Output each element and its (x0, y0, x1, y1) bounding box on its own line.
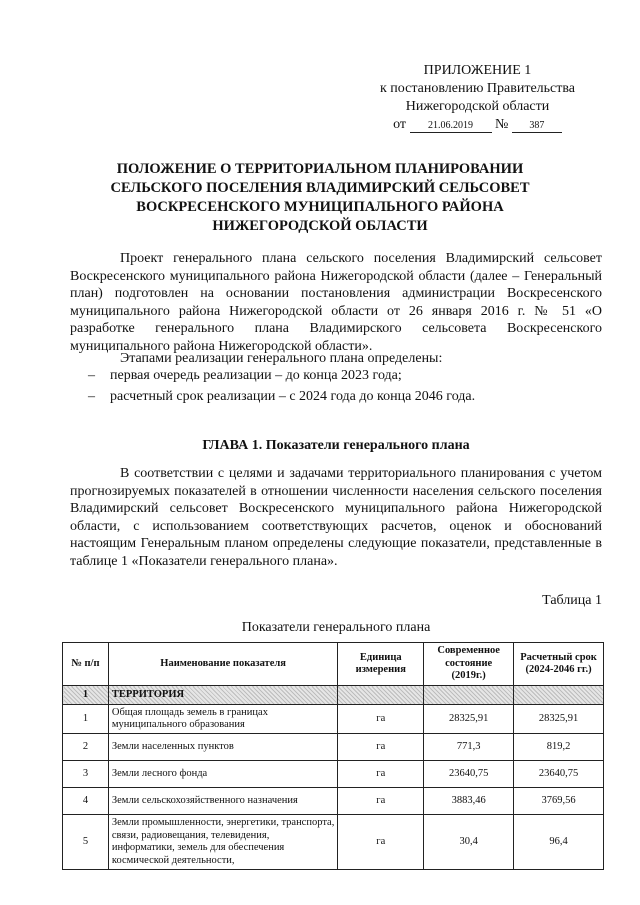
row-unit: га (338, 705, 424, 734)
date-prefix: от (393, 117, 407, 132)
resolution-ref: к постановлению Правительства (379, 81, 576, 96)
row-unit: га (338, 761, 424, 788)
row-planned: 23640,75 (514, 761, 604, 788)
indicators-table (62, 642, 604, 870)
row-current: 3883,46 (424, 788, 514, 815)
bullet-dash: – (88, 389, 95, 404)
header-current: Современное состояние (2019г.) (424, 643, 514, 686)
appendix-header (360, 62, 595, 134)
row-planned: 96,4 (514, 815, 604, 870)
row-unit: га (338, 788, 424, 815)
list-item-text: расчетный срок реализации – с 2024 года до конца 2046 года. (110, 389, 476, 404)
region-name: Нижегородской области (405, 99, 550, 114)
section-row (63, 686, 604, 705)
appendix-label: ПРИЛОЖЕНИЕ 1 (423, 63, 532, 78)
row-planned: 819,2 (514, 734, 604, 761)
resolution-date-number (360, 116, 595, 134)
document-title: ПОЛОЖЕНИЕ О ТЕРРИТОРИАЛЬНОМ ПЛАНИРОВАНИИ СЕЛЬСКОГО ПОСЕЛЕНИЯ ВЛАДИМИРСКИЙ СЕЛЬСОВЕТ ВОСКРЕСЕНСКОГО МУНИЦИПАЛЬНОГО РАЙОНА НИЖЕГОРОДСКОЙ ОБЛАСТИ (110, 161, 530, 234)
list-item (88, 388, 475, 406)
table-header-row (63, 643, 604, 686)
row-num: 5 (63, 815, 109, 870)
list-item (88, 367, 402, 385)
row-num: 3 (63, 761, 109, 788)
row-unit: га (338, 815, 424, 870)
resolution-date: 21.06.2019 (410, 120, 492, 133)
resolution-number: 387 (512, 120, 562, 133)
stages-paragraph: Этапами реализации генерального плана определены: (120, 351, 443, 366)
section-cell-empty (514, 686, 604, 705)
row-name: Земли сельскохозяйственного назначения (108, 788, 337, 815)
row-num: 4 (63, 788, 109, 815)
table-row (63, 705, 604, 734)
table-row (63, 815, 604, 870)
header-name: Наименование показателя (108, 643, 337, 686)
row-name: Общая площадь земель в границах муниципального образования (108, 705, 337, 734)
section-num: 1 (63, 686, 109, 705)
chapter-paragraph: В соответствии с целями и задачами территориального планирования с учетом прогнозируемых показателей в отношении численности населения сельского поселения Владимирский сельсовет Воскресенского муниципального района Нижегородской области, с использованием соответствующих расчетов, оценок и обоснований настоящим Генеральным планом определены следующие показатели, представленные в таблице 1 «Показатели генерального плана». (70, 466, 602, 569)
bullet-dash: – (88, 368, 95, 383)
intro-paragraph: Проект генерального плана сельского поселения Владимирский сельсовет Воскресенского муниципального района Нижегородской области (далее – Генеральный план) подготовлен на основании постановления администрации Воскресенского муниципального района Нижегородской области от 26 января 2016 г. № 51 «О разработке генерального плана Владимирского сельсовета Воскресенского муниципального района Нижегородской области». (70, 251, 602, 354)
section-name: ТЕРРИТОРИЯ (108, 686, 337, 705)
table-row (63, 734, 604, 761)
header-unit: Единица измерения (338, 643, 424, 686)
table-caption: Показатели генерального плана (241, 620, 431, 635)
row-current: 771,3 (424, 734, 514, 761)
list-item-text: первая очередь реализации – до конца 2023 года; (110, 368, 402, 383)
number-sign: № (495, 117, 509, 132)
header-planned: Расчетный срок (2024-2046 гг.) (514, 643, 604, 686)
row-planned: 3769,56 (514, 788, 604, 815)
row-current: 23640,75 (424, 761, 514, 788)
row-num: 2 (63, 734, 109, 761)
row-current: 28325,91 (424, 705, 514, 734)
section-cell-empty (424, 686, 514, 705)
table-row (63, 788, 604, 815)
chapter-heading: ГЛАВА 1. Показатели генерального плана (202, 438, 470, 453)
row-planned: 28325,91 (514, 705, 604, 734)
row-current: 30,4 (424, 815, 514, 870)
section-cell-empty (338, 686, 424, 705)
row-name: Земли промышленности, энергетики, транспорта, связи, радиовещания, телевидения, информатики, земель для обеспечения космической деятельности, (108, 815, 337, 870)
row-num: 1 (63, 705, 109, 734)
header-num: № п/п (63, 643, 109, 686)
row-name: Земли населенных пунктов (108, 734, 337, 761)
table-label: Таблица 1 (542, 593, 602, 608)
table-row (63, 761, 604, 788)
row-unit: га (338, 734, 424, 761)
row-name: Земли лесного фонда (108, 761, 337, 788)
